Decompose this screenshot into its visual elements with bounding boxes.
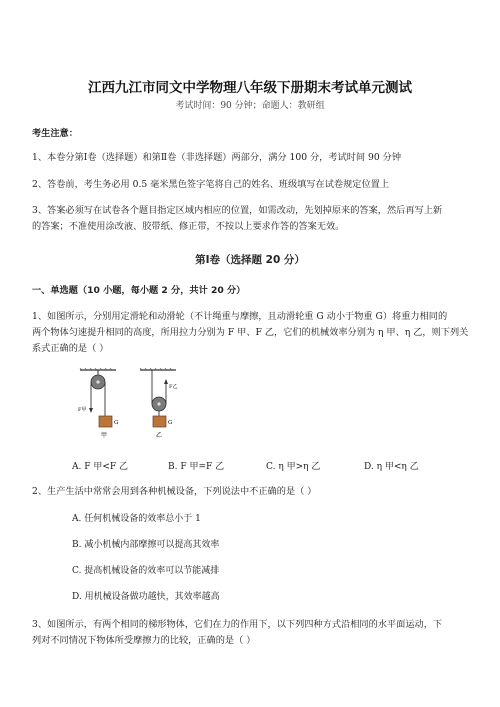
- option-letter: B.: [168, 462, 178, 472]
- notice-heading: 考生注意：: [32, 128, 78, 139]
- q2-option-a[interactable]: A. 任何机械设备的效率总小于 1: [72, 514, 201, 524]
- option-text: η 甲<η 乙: [376, 462, 419, 472]
- question-3-line: 列对不同情况下物体所受摩擦力的比较，正确的是（ ）: [32, 635, 256, 646]
- q2-option-d[interactable]: D. 用机械设备做功越快，其效率越高: [72, 592, 220, 602]
- question-1-line: 系式正确的是（ ）: [32, 343, 109, 354]
- option-letter: C.: [266, 462, 276, 472]
- force-label-right: F乙: [169, 384, 178, 390]
- question-1-line: 两个物体匀速提升相同的高度，所用拉力分别为 F 甲、F 乙，它们的机械效率分别为 η 甲、η 乙，则下列关: [32, 327, 469, 338]
- option-text: F 甲=F 乙: [180, 462, 225, 472]
- q1-option-b[interactable]: [168, 459, 224, 472]
- notice-item: 2、答卷前，考生务必用 0.5 毫米黑色签字笔将自己的姓名、班级填写在试卷规定位置上: [32, 179, 390, 190]
- notice-item: 1、本卷分第Ⅰ卷（选择题）和第Ⅱ卷（非选择题）两部分，满分 100 分，考试时间 90 分钟: [32, 152, 402, 163]
- option-letter: D.: [364, 462, 374, 472]
- notice-item-continued: 的答案；不准使用涂改液、胶带纸、修正带，不按以上要求作答的答案无效。: [32, 221, 345, 232]
- option-text: F 甲<F 乙: [84, 462, 129, 472]
- q2-option-b[interactable]: B. 减小机械内部摩擦可以提高其效率: [72, 540, 220, 550]
- q1-option-d[interactable]: [364, 459, 419, 472]
- figure-label-right: 乙: [156, 432, 163, 439]
- part-heading: 一、单选题（10 小题，每小题 2 分，共计 20 分）: [32, 285, 246, 296]
- option-letter: A.: [72, 462, 82, 472]
- weight-label-right: G: [168, 420, 173, 426]
- question-1-line: 1、如图所示，分别用定滑轮和动滑轮（不计绳重与摩擦，且动滑轮重 G 动小于物重 G）将重力相同的: [32, 311, 448, 322]
- q1-option-a[interactable]: [72, 459, 128, 472]
- exam-meta: 考试时间：90 分钟；命题人：教研组: [175, 101, 325, 111]
- movable-pulley-diagram: [139, 368, 176, 427]
- force-label-left: F甲: [78, 407, 87, 413]
- q2-option-c[interactable]: C. 提高机械设备的效率可以节能减排: [72, 566, 220, 576]
- question-2-stem: 2、生产生活中常常会用到各种机械设备，下列说法中不正确的是（ ）: [32, 486, 317, 497]
- fixed-pulley-diagram: [79, 368, 119, 427]
- weight-label-left: G: [114, 420, 119, 426]
- figure-label-left: 甲: [101, 432, 108, 439]
- notice-item: 3、答案必须写在试卷各个题目指定区域内相应的位置，如需改动，先划掉原来的答案，然后再写上新: [32, 205, 443, 216]
- section-title: 第Ⅰ卷（选择题 20 分）: [195, 254, 305, 266]
- page-title: 江西九江市同文中学物理八年级下册期末考试单元测试: [88, 80, 412, 96]
- q1-option-c[interactable]: [266, 459, 320, 472]
- pulley-figure: [76, 368, 186, 446]
- option-text: η 甲>η 乙: [278, 462, 321, 472]
- question-3-line: 3、如图所示，有两个相同的梯形物体，它们在力的作用下，以下列四种方式沿相同的水平面运动，下: [32, 619, 443, 630]
